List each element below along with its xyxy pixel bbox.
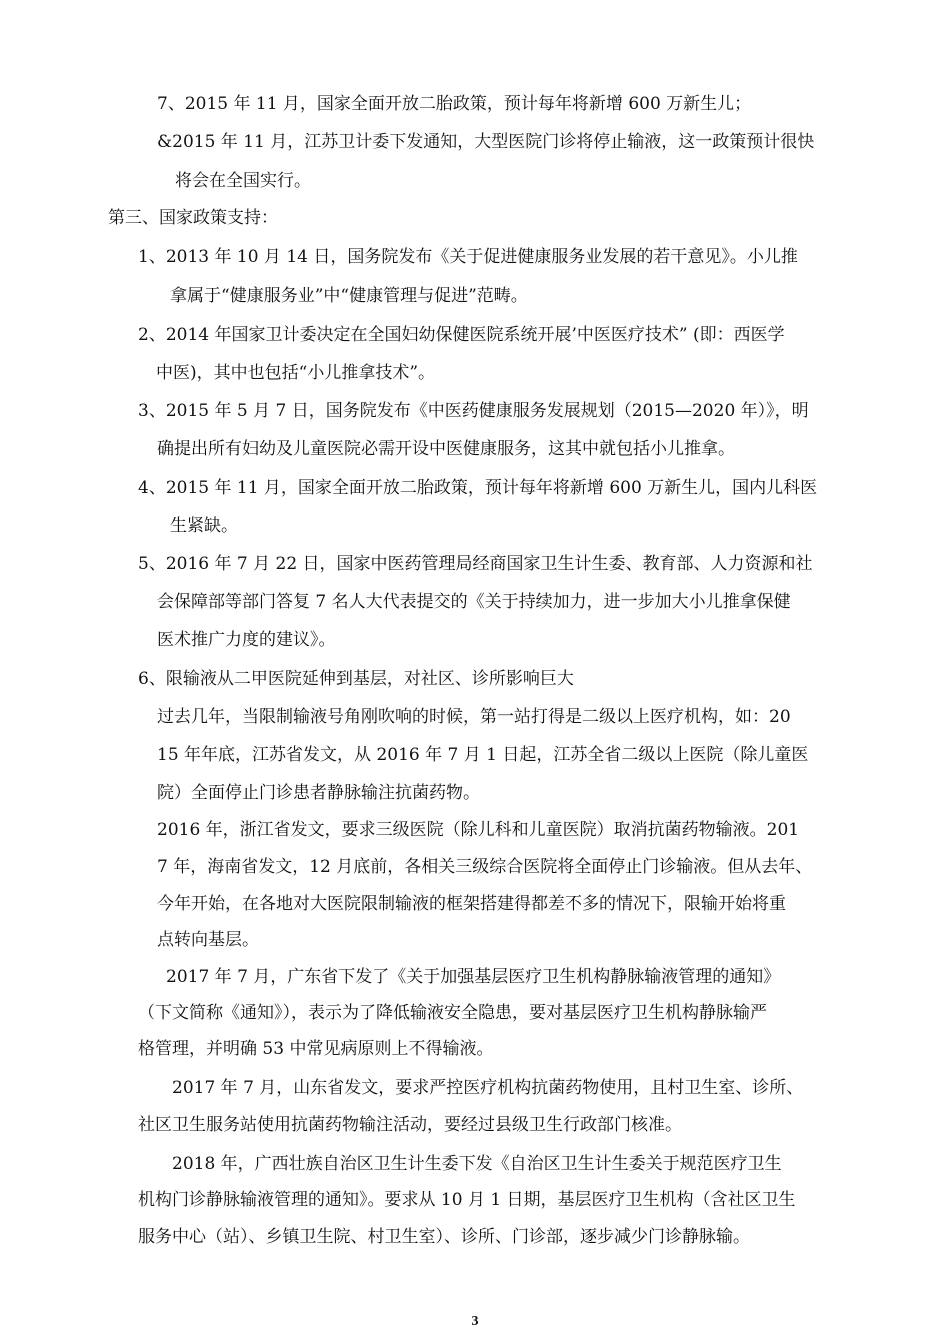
text-line: 6、限输液从二甲医院延伸到基层，对社区、诊所影响巨大	[138, 669, 574, 689]
text-line: 2017 年 7 月，广东省下发了《关于加强基层医疗卫生机构静脉输液管理的通知》	[166, 967, 781, 987]
text-line: 点转向基层。	[157, 930, 259, 950]
text-line: 生紧缺。	[170, 516, 238, 536]
text-line: 医术推广力度的建议》。	[157, 630, 336, 650]
text-line: （下文简称《通知》），表示为了降低输液安全隐患，要对基层医疗卫生机构静脉输严	[138, 1003, 767, 1023]
text-line: 机构门诊静脉输液管理的通知》。要求从 10 月 1 日期，基层医疗卫生机构（含社区卫生	[138, 1190, 796, 1210]
text-line: 2017 年 7 月，山东省发文，要求严控医疗机构抗菌药物使用，且村卫生室、诊所、	[172, 1078, 804, 1098]
text-line: 格管理，并明确 53 中常见病原则上不得输液。	[138, 1039, 494, 1059]
text-line: 社区卫生服务站使用抗菌药物输注活动，要经过县级卫生行政部门核准。	[138, 1115, 682, 1135]
text-line: 将会在全国实行。	[175, 171, 311, 191]
text-line: 院）全面停止门诊患者静脉输注抗菌药物。	[157, 783, 480, 803]
text-line: 15 年年底，江苏省发文，从 2016 年 7 月 1 日起，江苏全省二级以上医院（除儿童医	[157, 745, 809, 765]
text-line: 7 年，海南省发文，12 月底前，各相关三级综合医院将全面停止门诊输液。但从去年、	[157, 857, 813, 877]
section-heading: 第三、国家政策支持：	[108, 208, 278, 228]
page-number: 3	[471, 1314, 479, 1329]
text-line: 4、2015 年 11 月，国家全面开放二胎政策，预计每年将新增 600 万新生儿，国内儿科医	[138, 478, 818, 498]
text-line: &2015 年 11 月，江苏卫计委下发通知，大型医院门诊将停止输液，这一政策预计很快	[157, 132, 815, 152]
text-line: 会保障部等部门答复 7 名人大代表提交的《关于持续加力，进一步加大小儿推拿保健	[157, 592, 791, 612]
text-line: 1、2013 年 10 月 14 日，国务院发布《关于促进健康服务业发展的若干意见》。小儿推	[138, 247, 798, 267]
text-line: 2018 年，广西壮族自治区卫生计生委下发《自治区卫生计生委关于规范医疗卫生	[172, 1154, 782, 1174]
text-line: 7、2015 年 11 月，国家全面开放二胎政策，预计每年将新增 600 万新生儿；	[157, 94, 752, 114]
text-line: 2、2014 年国家卫计委决定在全国妇幼保健医院系统开展’中医医疗技术” (即：西医学	[138, 325, 785, 345]
text-line: 中医)，其中也包括“小儿推拿技术”。	[156, 363, 436, 383]
text-line: 过去几年，当限制输液号角刚吹响的时候，第一站打得是二级以上医疗机构，如：20	[157, 707, 791, 727]
text-line: 服务中心（站）、乡镇卫生院、村卫生室）、诊所、门诊部，逐步减少门诊静脉输。	[138, 1227, 750, 1247]
text-line: 2016 年，浙江省发文，要求三级医院（除儿科和儿童医院）取消抗菌药物输液。201	[157, 820, 800, 840]
text-line: 3、2015 年 5 月 7 日，国务院发布《中医药健康服务发展规划（2015—2020 年）》，明	[138, 401, 809, 421]
text-line: 确提出所有妇幼及儿童医院必需开设中医健康服务，这其中就包括小儿推拿。	[157, 439, 735, 459]
text-line: 今年开始，在各地对大医院限制输液的框架搭建得都差不多的情况下，限输开始将重	[157, 894, 786, 914]
text-line: 拿属于“健康服务业”中“健康管理与促进”范畴。	[170, 286, 528, 306]
text-line: 5、2016 年 7 月 22 日，国家中医药管理局经商国家卫生计生委、教育部、人力资源和社	[138, 554, 813, 574]
